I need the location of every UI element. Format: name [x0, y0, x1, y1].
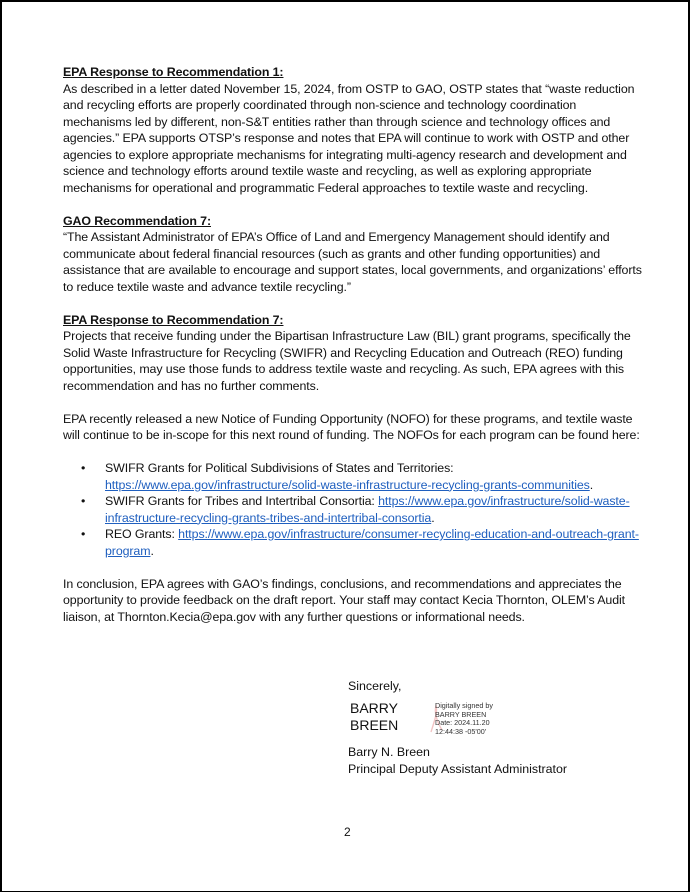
- response-7-heading: EPA Response to Recommendation 7:: [63, 312, 284, 327]
- nofo-paragraph: EPA recently released a new Notice of Funding Opportunity (NOFO) for these programs, and textile waste will continue to be in-scope for this next round of funding. The NOFOs for each program can be found here:: [63, 411, 640, 442]
- grant-item: [105, 526, 643, 559]
- signature-last-name: BREEN: [350, 717, 399, 733]
- page-number: 2: [344, 825, 351, 839]
- grant-link[interactable]: https://www.epa.gov/infrastructure/solid-waste-infrastructure-recycling-grants-tribes-and-intertribal-consortia: [105, 494, 630, 525]
- grant-label: SWIFR Grants for Political Subdivisions of States and Territories:: [105, 461, 454, 475]
- response-1-heading: EPA Response to Recommendation 1:: [63, 65, 284, 79]
- grant-suffix: .: [431, 510, 435, 525]
- grant-suffix: .: [589, 477, 594, 492]
- signature-detail-line: Digitally signed by: [435, 701, 493, 710]
- response-1-body: As described in a letter dated November 15, 2024, from OSTP to GAO, OSTP states that “waste reduction and recycling efforts are properly coordinated through non-science and technology coordination mechanisms led by different, non-S&T entities rather than through science and technology offices and agencies.” EPA supports OTSP’s response and notes that EPA will continue to work with OSTP and other agencies to explore appropriate mechanisms for integrating multi-agency research and development and science and technology efforts around textile waste and recycling, as well as exploring appropriate mechanisms for operational and programmatic Federal approaches to textile waste and recycling.: [63, 81, 635, 195]
- signer-name: Barry N. Breen: [348, 745, 430, 759]
- recommendation-7-body: “The Assistant Administrator of EPA’s Office of Land and Emergency Management should identify and communicate about federal financial resources (such as grants and other funding opportunities) and assistance that are available to encourage and support states, local governments, and organizations’ efforts to reduce textile waste and advance textile recycling.”: [63, 230, 642, 294]
- letter-body: [63, 64, 643, 625]
- grant-item: [105, 493, 643, 526]
- signature-details: [435, 702, 493, 736]
- response-7-body: Projects that receive funding under the Bipartisan Infrastructure Law (BIL) grant programs, specifically the Solid Waste Infrastructure for Recycling (SWIFR) and Recycling Education and Outreach (REO) funding opportunities, may use those funds to address textile waste and recycling. As such, EPA agrees with this recommendation and has no further comments.: [63, 329, 631, 393]
- grant-label: SWIFR Grants for Tribes and Intertribal Consortia:: [105, 494, 379, 508]
- signature-detail-line: BARRY BREEN: [435, 709, 487, 719]
- conclusion-paragraph: In conclusion, EPA agrees with GAO’s findings, conclusions, and recommendations and appreciates the opportunity to provide feedback on the draft report. Your staff may contact Kecia Thornton, OLEM’s Audit liaison, at Thornton.Kecia@epa.gov with any further questions or informational needs.: [63, 576, 625, 624]
- signature-detail-line: 12:44:38 -05'00': [435, 726, 487, 736]
- grant-link[interactable]: https://www.epa.gov/infrastructure/consumer-recycling-education-and-outreach-grant-program: [105, 527, 639, 558]
- grant-item: [105, 460, 643, 493]
- signer-title: Principal Deputy Assistant Administrator: [348, 761, 567, 776]
- grant-label: REO Grants:: [105, 527, 179, 541]
- signature-name: [350, 700, 398, 734]
- recommendation-7-heading: GAO Recommendation 7:: [63, 213, 211, 228]
- grants-list: [63, 460, 643, 559]
- grant-suffix: .: [150, 543, 154, 558]
- salutation: Sincerely,: [348, 679, 402, 693]
- signer-block: [348, 744, 567, 777]
- signature-detail-line: Date: 2024.11.20: [435, 718, 490, 728]
- signature-first-name: BARRY: [350, 700, 398, 716]
- grant-link[interactable]: https://www.epa.gov/infrastructure/solid-waste-infrastructure-recycling-grants-communities: [105, 477, 590, 492]
- digital-signature[interactable]: [350, 700, 570, 740]
